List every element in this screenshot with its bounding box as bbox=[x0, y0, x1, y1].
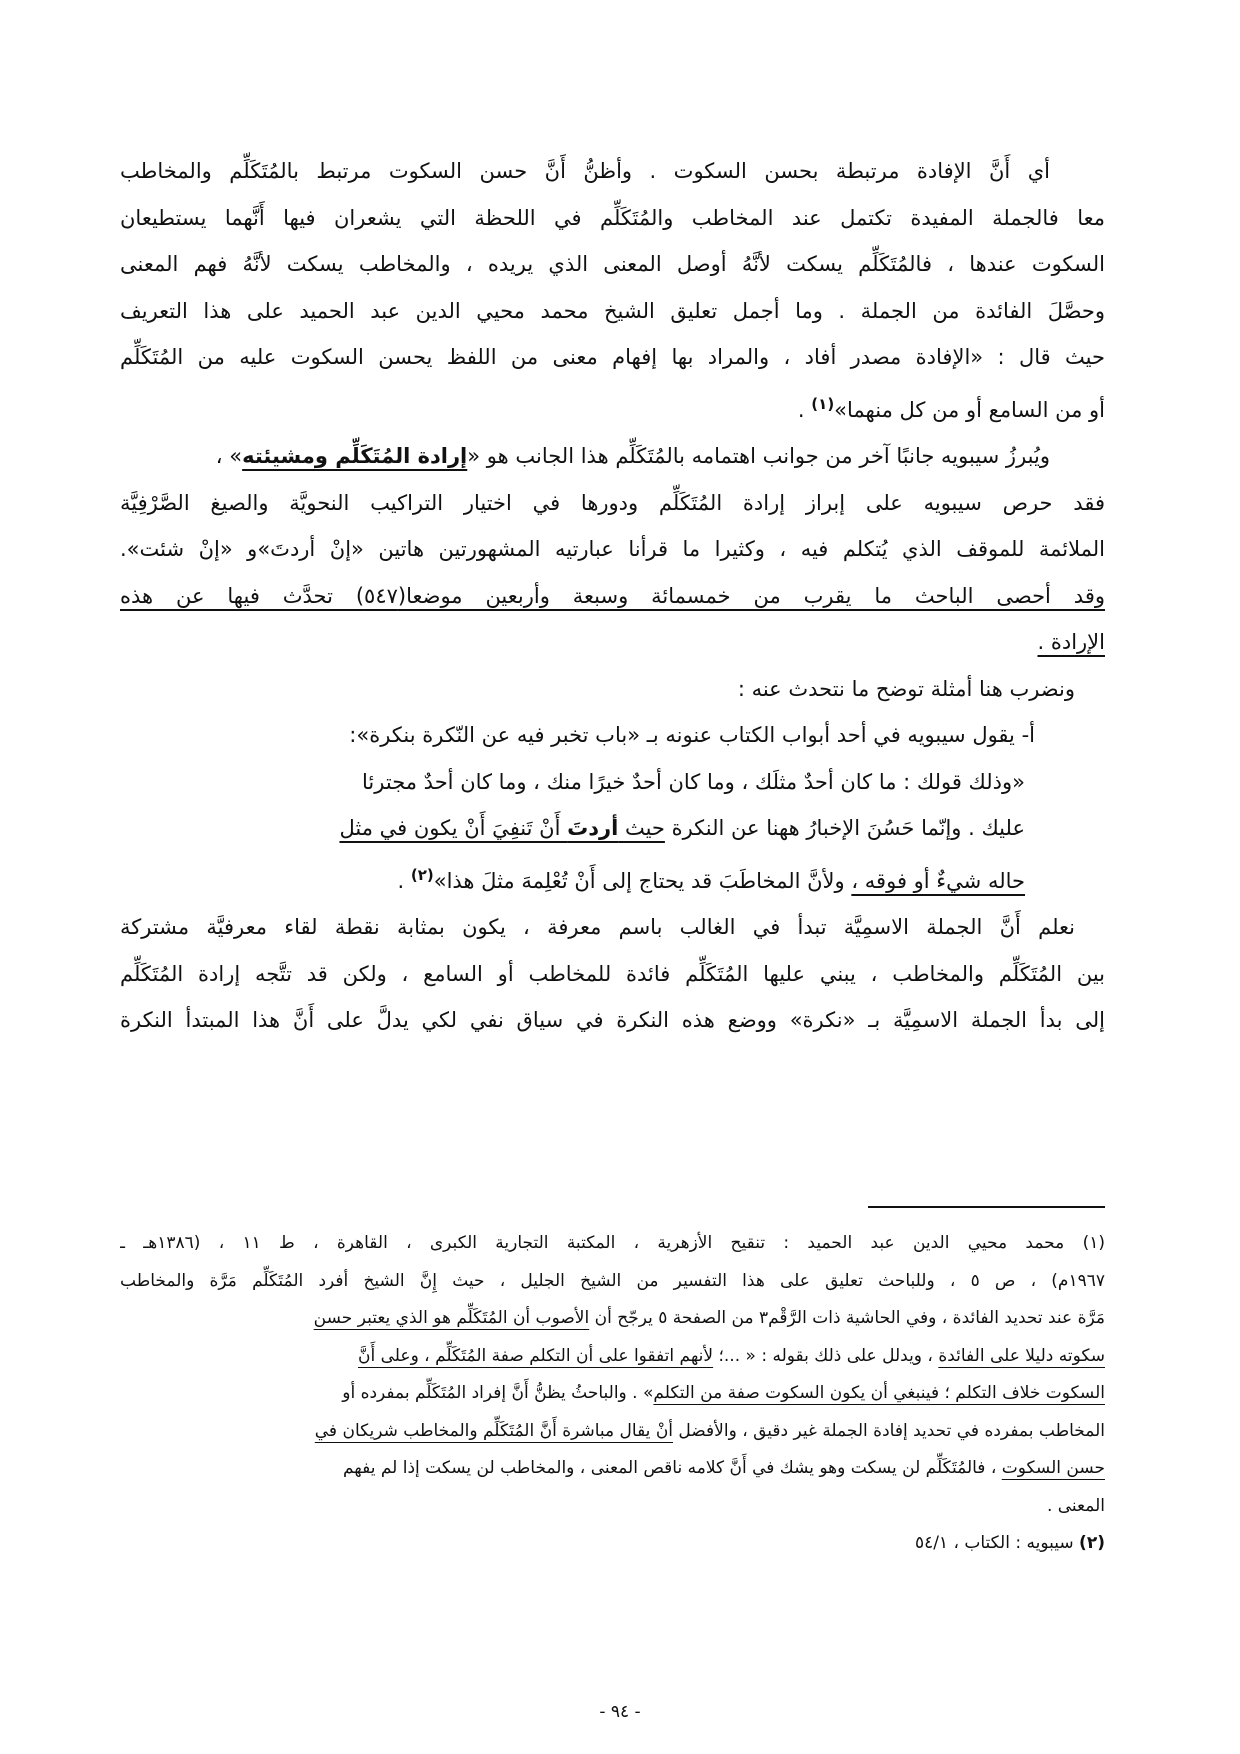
footnote-2 bbox=[120, 1525, 1105, 1563]
footnote-2-number: (٢) bbox=[1079, 1533, 1105, 1553]
footnote-1-line-6 bbox=[120, 1413, 1105, 1451]
footnote-1-line-4 bbox=[120, 1338, 1105, 1376]
para2-line-1-end: » ، bbox=[215, 444, 243, 468]
para1-line-4: وحصَّلَ الفائدة من الجملة . وما أجمل تعليق الشيخ محمد محيي الدين عبد الحميد على هذا التعريف bbox=[120, 298, 1105, 323]
para1-line-1: أي أَنَّ الإفادة مرتبطة بحسن السكوت . وأظنُّ أَنَّ حسن السكوت مرتبط بالمُتَكَلِّم والمخاطب bbox=[120, 159, 1050, 183]
quote-line-3-end: . bbox=[397, 868, 405, 893]
fn1-l5-rest: » . والباحثُ يظنُّ أَنَّ إفراد المُتَكَلِّم بمفرده أو bbox=[342, 1383, 654, 1403]
footnote-1-line-8: المعنى . bbox=[1046, 1495, 1105, 1516]
footnote-1-line-7 bbox=[120, 1450, 1105, 1488]
fn1-l6-u: أنْ يقال مباشرة أَنَّ المُتَكَلِّم والمخاطب شريكان في bbox=[314, 1420, 674, 1441]
para1-line-3: السكوت عندها ، فالمُتَكَلِّم يسكت لأنَّهُ أوصل المعنى الذي يريده ، والمخاطب يسكت لأنَّهُ فهم المعنى bbox=[120, 252, 1105, 276]
fn1-l7-rest: ، فالمُتَكَلِّم لن يسكت وهو يشك في أَنَّ كلامه ناقص المعنى ، والمخاطب لن يسكت إذا لم يفهم bbox=[342, 1458, 1002, 1478]
quote-line-2-u2: أَنْ تَنفِيَ أَنْ يكون في مثل bbox=[339, 816, 568, 840]
quote-line-3-rest: ولأنَّ المخاطَبَ قد يحتاج إلى أَنْ تُعْلِمهَ مثلَ هذا» bbox=[433, 868, 852, 893]
para1-line-6-end: . bbox=[797, 397, 805, 422]
para2-line-3: الملائمة للموقف الذي يُتكلم فيه ، وكثيرا ما قرأنا عبارتيه المشهورتين هاتين «إنْ أردتَ»و «إنْ شئت». bbox=[120, 537, 1105, 561]
footnote-2-text: سيبويه : الكتاب ، ٥٤/١ bbox=[914, 1533, 1080, 1553]
para2-line-1 bbox=[120, 433, 1105, 480]
footnote-1-marker: (١) bbox=[811, 394, 835, 413]
item-a: أ- يقول سيبويه في أحد أبواب الكتاب عنونه بـ «باب تخبر فيه عن النّكرة بنكرة»: bbox=[349, 723, 1035, 747]
footnote-1-line-5 bbox=[120, 1375, 1105, 1413]
fn1-l4-u1: سكوته دليلا على الفائدة bbox=[938, 1345, 1105, 1366]
page-number: - ٩٤ - bbox=[599, 1702, 641, 1722]
para1-line-6 bbox=[120, 381, 1105, 434]
fn1-l6-start: المخاطب بمفرده في تحديد إفادة الجملة غير دقيق ، والأفضل bbox=[673, 1420, 1105, 1441]
para3: ونضرب هنا أمثلة توضح ما نتحدث عنه : bbox=[737, 676, 1075, 701]
footnote-2-marker: (٢) bbox=[410, 865, 434, 884]
fn1-l7-u: حسن السكوت bbox=[1001, 1458, 1105, 1478]
fn1-l4-u2: لأنهم اتفقوا على أن التكلم صفة المُتَكَلِّم ، وعلى أَنَّ bbox=[358, 1345, 714, 1366]
quote-line-2-start: عليك . وإنّما حَسُنَ الإخبارُ ههنا عن النكرة bbox=[664, 816, 1025, 840]
quote-line-2 bbox=[120, 805, 1105, 852]
quote-emphasis: أردتَ bbox=[567, 816, 619, 840]
para1-line-2: معا فالجملة المفيدة تكتمل عند المخاطب والمُتَكَلِّم في اللحظة التي يشعران فيها أَنَّهما يستطيعان bbox=[120, 205, 1105, 230]
para2-line-4: وقد أحصى الباحث ما يقرب من خمسمائة وسبعة وأربعين موضعا(٥٤٧) تحدَّث فيها عن هذه bbox=[120, 583, 1105, 608]
footnote-1-line-2: ١٩٦٧م) ، ص ٥ ، وللباحث تعليق على هذا التفسير من الشيخ الجليل ، حيث إِنَّ الشيخ أفرد المُتَكَلِّم مَرَّة والمخاطب bbox=[120, 1270, 1105, 1291]
footnote-1-line-1: (١) محمد محيي الدين عبد الحميد : تنقيح الأزهرية ، المكتبة التجارية الكبرى ، القاهرة ، ط ١١ ، (١٣٨٦هـ ـ bbox=[120, 1233, 1105, 1253]
fn1-l3-start: مَرَّة عند تحديد الفائدة ، وفي الحاشية ذات الرَّقْم٣ من الصفحة ٥ يرجّح أن bbox=[589, 1308, 1105, 1328]
emphasis-intent: إرادة المُتَكَلِّم ومشيئته bbox=[242, 444, 468, 468]
para1-line-5: حيث قال : «الإفادة مصدر أفاد ، والمراد بها إفهام معنى من اللفظ يحسن السكوت عليه من المُتَكَلِّم bbox=[120, 345, 1105, 369]
quote-line-3 bbox=[120, 852, 1105, 905]
para4-line-1: نعلم أَنَّ الجملة الاسمِيَّة تبدأ في الغالب باسم معرفة ، يكون بمثابة نقطة لقاء معرفيَّة مشتركة bbox=[120, 915, 1075, 939]
para2-line-1-start: ويُبرزُ سيبويه جانبًا آخر من جوانب اهتمامه بالمُتَكَلِّم هذا الجانب هو « bbox=[467, 444, 1050, 468]
para1-line-6-text: أو من السامع أو من كل منهما» bbox=[834, 397, 1105, 422]
fn1-l4-mid: ، ويدلل على ذلك بقوله : « ...؛ bbox=[713, 1345, 939, 1366]
fn1-l3-u: الأصوب أن المُتَكَلِّم هو الذي يعتبر حسن bbox=[313, 1308, 590, 1328]
footnote-separator bbox=[868, 1206, 1105, 1208]
fn1-l5-u: السكوت خلاف التكلم ؛ فينبغي أن يكون السكوت صفة من التكلم bbox=[653, 1383, 1105, 1403]
quote-line-3-u: حاله شيءٌ أو فوقه ، bbox=[851, 868, 1025, 893]
quote-line-1: «وذلك قولك : ما كان أحدٌ مثلَك ، وما كان أحدٌ خيرًا منك ، وما كان أحدٌ مجترئا bbox=[362, 769, 1025, 794]
main-text bbox=[120, 148, 1105, 1044]
para2-line-2: فقد حرص سيبويه على إبراز إرادة المُتَكَلِّم ودورها في اختيار التراكيب النحويَّة والصيغ الصَّرْفِيَّة bbox=[120, 490, 1105, 515]
para4-line-2: بين المُتَكَلِّم والمخاطب ، يبني عليها المُتَكَلِّم فائدة للمخاطب أو السامع ، ولكن قد تتَّجه إرادة المُتَكَلِّم bbox=[120, 961, 1105, 986]
para2-line-5: الإرادة . bbox=[1037, 630, 1105, 654]
para4-line-3: إلى بدأ الجملة الاسمِيَّة بـ «نكرة» ووضع هذه النكرة في سياق نفي لكي يدلَّ على أَنَّ هذا المبتدأ النكرة bbox=[120, 1008, 1105, 1032]
footnotes bbox=[120, 1225, 1105, 1563]
footnote-1-line-3 bbox=[120, 1300, 1105, 1338]
quote-line-2-u1: حيث bbox=[618, 816, 665, 840]
